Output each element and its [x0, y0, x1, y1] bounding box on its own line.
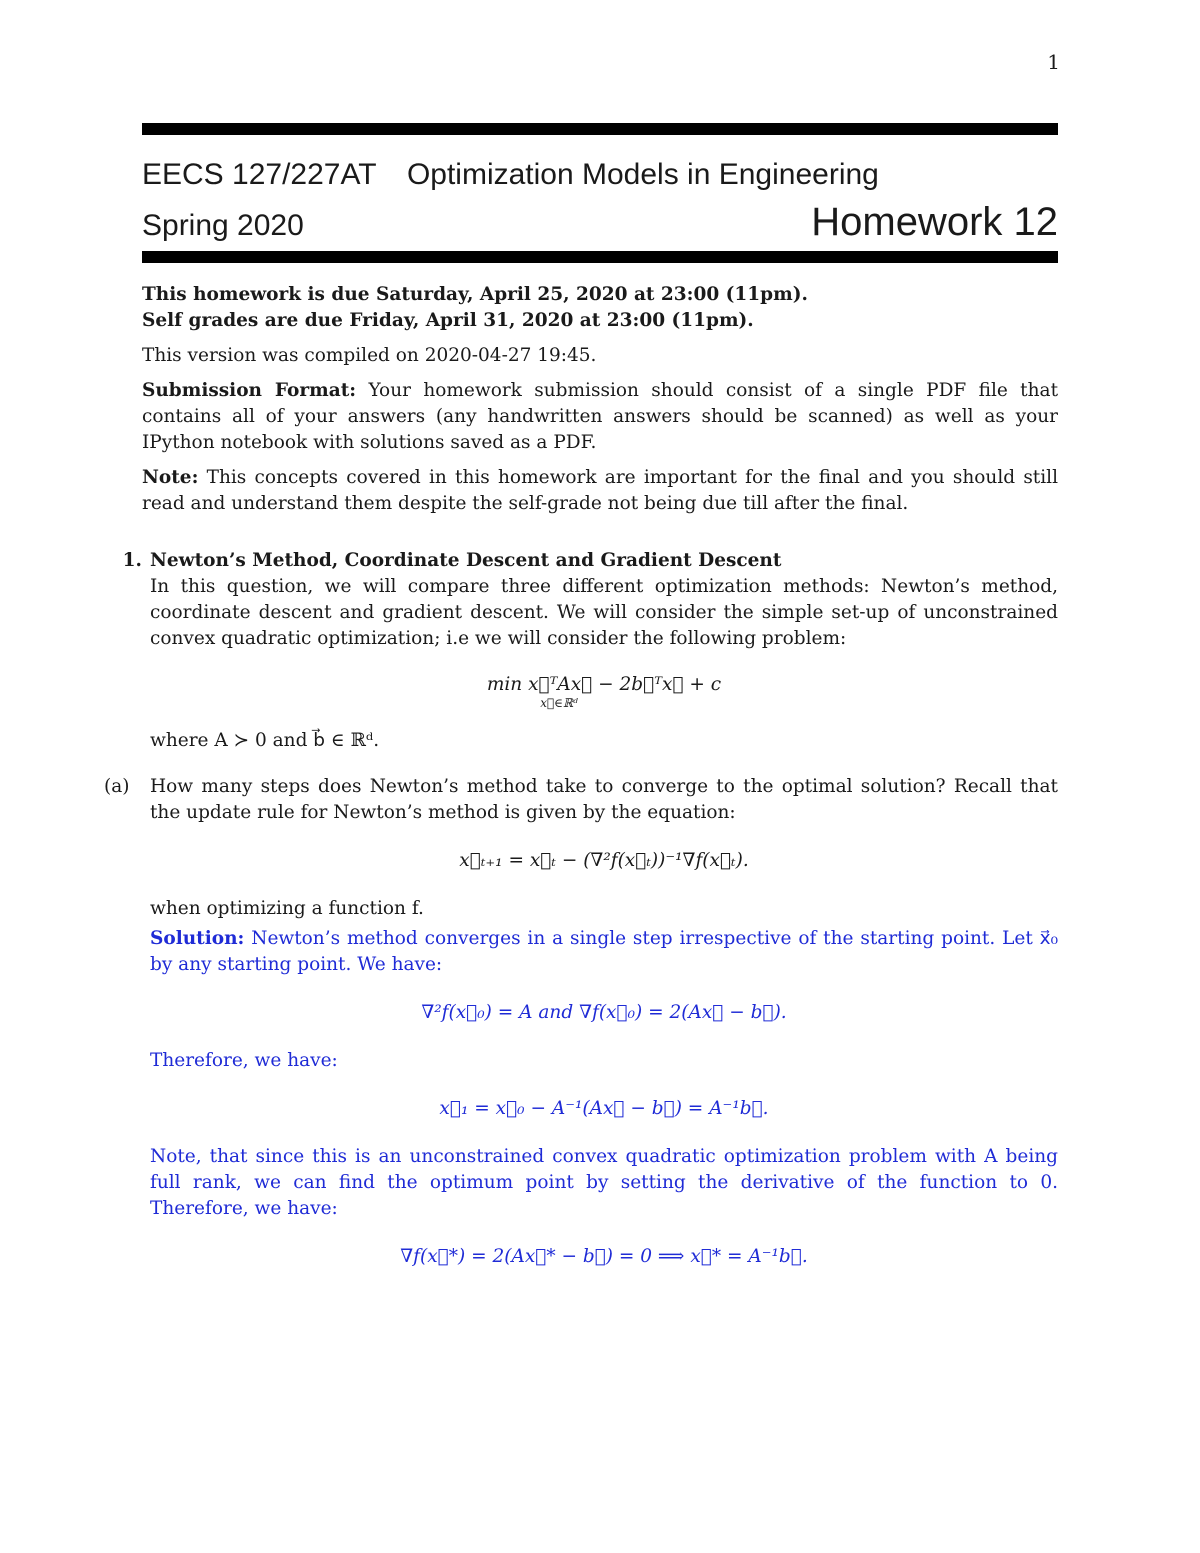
- solution: [150, 926, 1058, 978]
- due-date: This homework is due Saturday, April 25, 2020 at 23:00 (11pm).: [142, 284, 808, 305]
- objective-equation: [150, 674, 1058, 710]
- solution-equation-3: ∇f(x⃗*) = 2(Ax⃗* − b⃗) = 0 ⟹ x⃗* = A⁻¹b⃗.: [400, 1246, 808, 1267]
- problem-number: 1.: [122, 550, 142, 571]
- part-a: [104, 774, 1058, 1292]
- submission-label: Submission Format:: [142, 380, 357, 401]
- solution-label: Solution:: [150, 928, 245, 949]
- submission-text: Your homework submission should consist of a single PDF file that contains all of your answers (any handwritten answers should be scanned) as well as your IPython notebook with solutions saved as a PDF.: [142, 380, 1058, 453]
- where-clause: where A ≻ 0 and b⃗ ∈ ℝᵈ.: [150, 730, 380, 751]
- problem-1: [104, 548, 1058, 1292]
- therefore-1: Therefore, we have:: [150, 1050, 338, 1071]
- note-label: Note:: [142, 467, 199, 488]
- problem-body: [104, 548, 1058, 1292]
- objective: min x⃗ᵀAx⃗ − 2b⃗ᵀx⃗ + c: [486, 674, 722, 695]
- course-title: Optimization Models in Engineering: [406, 158, 879, 191]
- header-rule-bottom: [142, 251, 1058, 263]
- homework-title: Homework 12: [811, 200, 1058, 244]
- part-a-label: (a): [104, 776, 130, 797]
- part-a-body: [150, 774, 1058, 1292]
- solution-equation-1: ∇²f(x⃗₀) = A and ∇f(x⃗₀) = 2(Ax⃗ − b⃗).: [421, 1002, 787, 1023]
- solution-equation-2: x⃗₁ = x⃗₀ − A⁻¹(Ax⃗ − b⃗) = A⁻¹b⃗.: [439, 1098, 769, 1119]
- objective-subscript: x⃗∈ℝᵈ: [540, 696, 578, 710]
- term: Spring 2020: [142, 209, 304, 242]
- header-line-1: [142, 158, 1058, 192]
- part-a-question: How many steps does Newton’s method take to converge to the optimal solution? Recall that the update rule for Newton’s method is given by the equation:: [150, 776, 1058, 823]
- course-code: EECS 127/227AT: [142, 158, 377, 191]
- problem-title: Newton’s Method, Coordinate Descent and Gradient Descent: [150, 550, 782, 571]
- submission-format: [142, 378, 1058, 456]
- due-dates: [142, 282, 1058, 334]
- when-clause: when optimizing a function f.: [150, 898, 424, 919]
- solution-text: Newton’s method converges in a single step irrespective of the starting point. Let x⃗₀ by any starting point. We have:: [150, 928, 1058, 975]
- header-line-2: [142, 200, 1058, 245]
- document-body: [104, 282, 1058, 1292]
- note: [142, 465, 1058, 517]
- note-text: This concepts covered in this homework are important for the final and you should still read and understand them despite the self-grade not being due till after the final.: [142, 467, 1058, 514]
- compiled-version: This version was compiled on 2020-04-27 19:45.: [142, 345, 597, 366]
- problem-intro: In this question, we will compare three different optimization methods: Newton’s method, coordinate descent and gradient descent. We will consider the simple set-up of unconstrained convex quadratic optimization; i.e we will consider the following problem:: [150, 576, 1058, 649]
- update-rule-equation: x⃗ₜ₊₁ = x⃗ₜ − (∇²f(x⃗ₜ))⁻¹∇f(x⃗ₜ).: [459, 850, 749, 871]
- page-number: 1: [1047, 50, 1060, 74]
- header-rule-top: [142, 123, 1058, 135]
- solution-note: Note, that since this is an unconstrained convex quadratic optimization problem with A being full rank, we can find the optimum point by setting the derivative of the function to 0. Therefore, we have:: [150, 1146, 1058, 1219]
- self-grade-date: Self grades are due Friday, April 31, 2020 at 23:00 (11pm).: [142, 310, 754, 331]
